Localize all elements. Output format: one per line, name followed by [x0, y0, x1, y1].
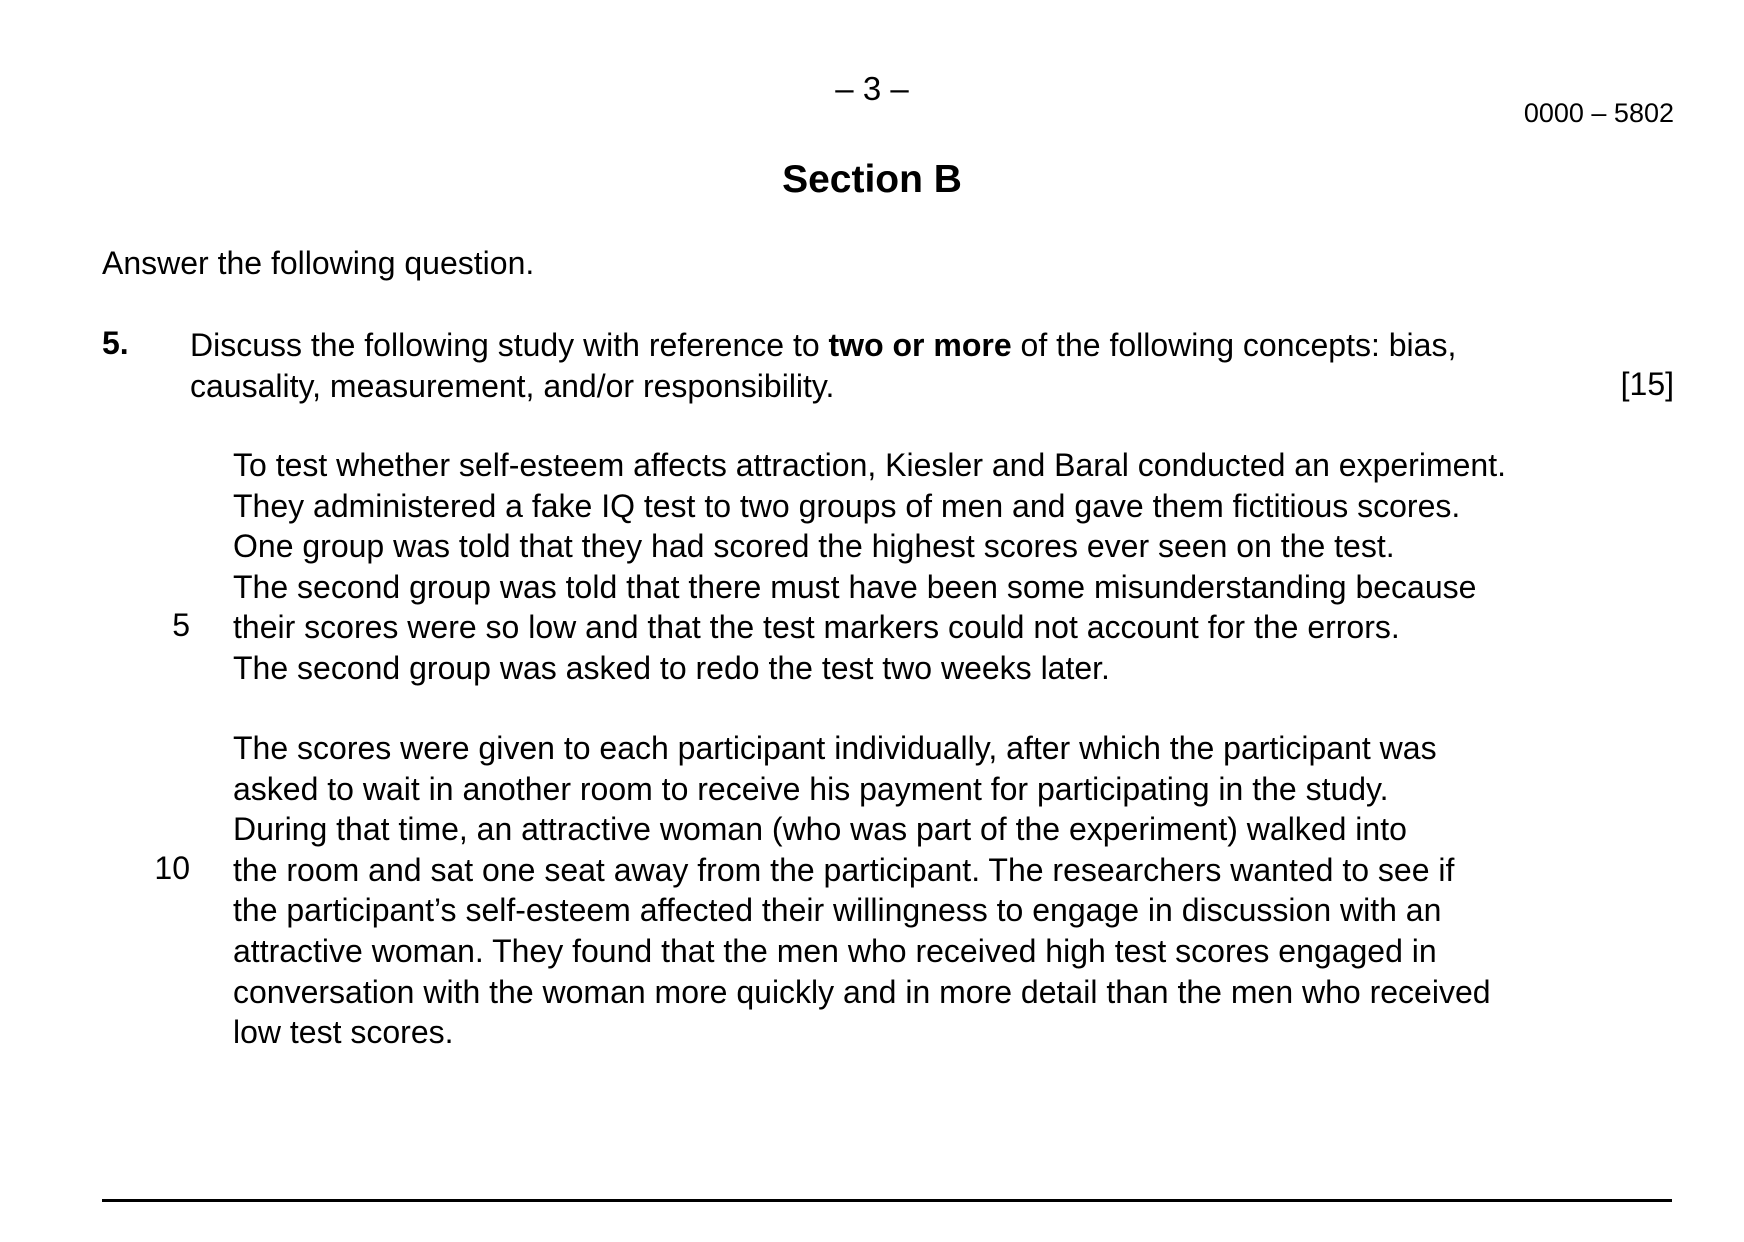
- passage-line: The second group was asked to redo the test two weeks later.: [233, 649, 1110, 686]
- document-code: 0000 – 5802: [1523, 98, 1674, 128]
- bottom-rule: [102, 1199, 1672, 1202]
- passage-line: conversation with the woman more quickly and in more detail than the men who received: [233, 973, 1491, 1010]
- section-title: Section B: [782, 158, 962, 201]
- passage-line: attractive woman. They found that the men who received high test scores engaged in: [233, 932, 1437, 969]
- line-number-10: 10: [154, 850, 190, 886]
- passage-line: To test whether self-esteem affects attraction, Kiesler and Baral conducted an experiment.: [233, 447, 1506, 483]
- passage-line: the participant’s self-esteem affected their willingness to engage in discussion with an: [233, 892, 1442, 929]
- question-marks: [15]: [1620, 366, 1674, 402]
- passage-paragraph-1: [233, 445, 1506, 689]
- question-line-1: [190, 325, 1456, 366]
- instruction-text: Answer the following question.: [102, 245, 535, 281]
- passage-line: One group was told that they had scored the highest scores ever seen on the test.: [233, 528, 1395, 565]
- passage-line: During that time, an attractive woman (who was part of the experiment) walked into: [233, 811, 1407, 848]
- passage-line: low test scores.: [233, 1014, 454, 1051]
- passage-line: the room and sat one seat away from the participant. The researchers wanted to see if: [233, 851, 1455, 888]
- question-text: [190, 325, 1456, 407]
- line-number-5: 5: [172, 607, 190, 643]
- question-number: 5.: [102, 325, 129, 361]
- question-text-after: of the following concepts: bias,: [1011, 327, 1457, 363]
- passage-line: The scores were given to each participant individually, after which the participant was: [233, 730, 1437, 766]
- passage-paragraph-2: [233, 728, 1491, 1053]
- page-number: – 3 –: [835, 70, 909, 107]
- passage-line: asked to wait in another room to receive his payment for participating in the study.: [233, 770, 1389, 807]
- passage-line: They administered a fake IQ test to two groups of men and gave them fictitious scores.: [233, 487, 1461, 524]
- question-text-before: Discuss the following study with reference to: [190, 327, 829, 363]
- question-text-bold: two or more: [828, 327, 1012, 363]
- passage-line: their scores were so low and that the test markers could not account for the errors.: [233, 609, 1400, 646]
- passage-line: The second group was told that there must have been some misunderstanding because: [233, 568, 1477, 605]
- question-line-2: causality, measurement, and/or responsibility.: [190, 368, 835, 404]
